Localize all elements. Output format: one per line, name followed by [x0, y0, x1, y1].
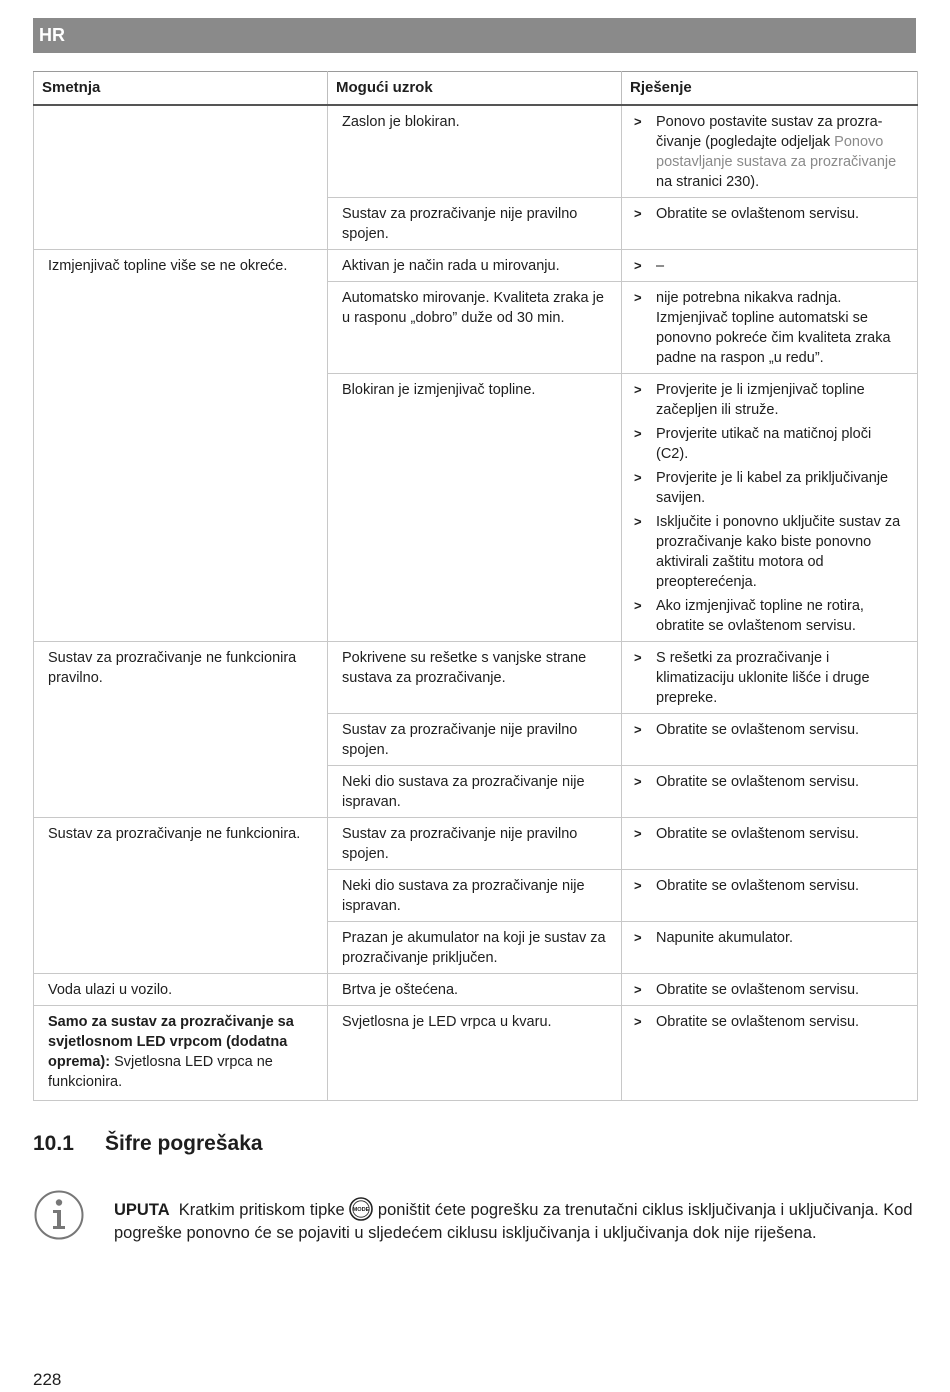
chevron-right-icon: >: [634, 650, 642, 665]
solution-cell: [622, 282, 918, 374]
solution-item: > Ako izmjenjivač topline ne rotira, obratite se ovlaštenom servisu.: [634, 598, 864, 634]
header-cause: Mogući uzrok: [328, 72, 622, 106]
chevron-right-icon: >: [634, 1014, 642, 1029]
cause-cell: Sustav za prozračivanje nije pravilno spojen.: [328, 818, 622, 870]
solution-cell: [622, 818, 918, 870]
language-header: [33, 18, 916, 53]
cause-cell: Automatsko mirovanje. Kvaliteta zraka je u rasponu „dobro” duže od 30 min.: [328, 282, 622, 374]
solution-cell: [622, 1006, 918, 1101]
note-text-before: Kratkim pritiskom tipke: [178, 1201, 345, 1219]
chevron-right-icon: >: [634, 470, 642, 485]
fault-cell: Voda ulazi u vozilo.: [34, 974, 328, 1006]
cause-cell: Blokiran je izmjenjivač topline.: [328, 374, 622, 642]
chevron-right-icon: >: [634, 982, 642, 997]
solution-item: > Napunite akumulator.: [634, 930, 794, 946]
cause-cell: Prazan je akumulator na koji je sustav za prozračivanje priključen.: [328, 922, 622, 974]
solution-item: > Obratite se ovlaštenom servisu.: [634, 1014, 860, 1030]
header-fault: Smetnja: [34, 72, 328, 106]
page-number: 228: [33, 1370, 62, 1389]
solution-item: > Obratite se ovlaštenom servisu.: [634, 206, 860, 222]
section-title: Šifre pogrešaka: [105, 1132, 263, 1155]
table-row: [34, 818, 918, 870]
solution-cell: [622, 105, 918, 198]
solution-cell: [622, 198, 918, 250]
solution-item: > Obratite se ovlaštenom servisu.: [634, 826, 860, 842]
header-solution: Rješenje: [622, 72, 918, 106]
solution-cell: [622, 974, 918, 1006]
cause-cell: Neki dio sustava za prozračivanje nije ispravan.: [328, 766, 622, 818]
fault-cell: Izmjenjivač topline više se ne okreće.: [34, 250, 328, 642]
solution-item: > nije potrebna nikakva radnja. Izmjenjivač topline automatski se ponovno pokreće čim kvaliteta zraka padne na raspon „u redu”.: [634, 290, 891, 366]
info-icon: [34, 1190, 84, 1240]
language-code: HR: [39, 25, 65, 45]
fault-bold-text: Samo za sustav za prozračivanje sa svjetlosnom LED vrpcom (dodatna oprema):: [48, 1014, 294, 1070]
solution-cell: [622, 642, 918, 714]
cause-cell: Pokrivene su rešetke s vanjske strane sustava za prozračivanje.: [328, 642, 622, 714]
chevron-right-icon: >: [634, 598, 642, 613]
fault-cell: Sustav za prozračivanje ne funkcionira pravilno.: [34, 642, 328, 818]
solution-cell: [622, 714, 918, 766]
chevron-right-icon: >: [634, 722, 642, 737]
chevron-right-icon: >: [634, 514, 642, 529]
note-text: [114, 1197, 914, 1245]
chevron-right-icon: >: [634, 878, 642, 893]
solution-item: > –: [634, 258, 665, 274]
chevron-right-icon: >: [634, 258, 642, 273]
chevron-right-icon: >: [634, 426, 642, 441]
solution-item: > Obratite se ovlaštenom servisu.: [634, 982, 860, 998]
solution-cell: [622, 374, 918, 642]
solution-cell: [622, 870, 918, 922]
chevron-right-icon: >: [634, 206, 642, 221]
note-text-after: poništit ćete pogrešku za trenutačni ciklus isključivanja i uključivanja. Kod pogreške ponovno će se pojaviti u sljedećem ciklusu isključivanja i uključivanja dok nije riješena.: [114, 1201, 913, 1242]
solution-cell: [622, 250, 918, 282]
solution-item: > Provjerite utikač na matičnoj ploči (C2).: [634, 426, 872, 462]
table-row: [34, 974, 918, 1006]
chevron-right-icon: >: [634, 774, 642, 789]
chevron-right-icon: >: [634, 382, 642, 397]
cause-cell: Aktivan je način rada u mirovanju.: [328, 250, 622, 282]
solution-cell: [622, 922, 918, 974]
table-row: [34, 250, 918, 282]
chevron-right-icon: >: [634, 826, 642, 841]
chevron-right-icon: >: [634, 114, 642, 129]
solution-item: > S rešetki za prozračivanje i klimatizaciju uklonite lišće i druge prepreke.: [634, 650, 870, 706]
solution-item: [634, 112, 907, 192]
cause-cell: Neki dio sustava za prozračivanje nije ispravan.: [328, 870, 622, 922]
section-number: 10.1: [33, 1132, 74, 1155]
solution-item: > Isključite i ponovno uključite sustav za prozračivanje kako biste ponovno aktivirali zaštitu motora od preopterećenja.: [634, 514, 901, 590]
solution-item: > Provjerite je li izmjenjivač topline začepljen ili struže.: [634, 382, 865, 418]
solution-item: > Obratite se ovlaštenom servisu.: [634, 774, 860, 790]
section-heading: [33, 1130, 263, 1158]
svg-text:MODE: MODE: [352, 1207, 370, 1214]
fault-text: Svjetlosna LED vrpca ne funkcionira.: [48, 1054, 273, 1090]
cause-cell: Sustav za prozračivanje nije pravilno spojen.: [328, 198, 622, 250]
cause-cell: Svjetlosna je LED vrpca u kvaru.: [328, 1006, 622, 1101]
cause-cell: Brtva je oštećena.: [328, 974, 622, 1006]
solution-item: > Provjerite je li kabel za priključivanje savijen.: [634, 470, 889, 506]
solution-cell: [622, 766, 918, 818]
troubleshooting-table: [33, 71, 918, 1101]
table-row: [34, 105, 918, 198]
solution-item: > Obratite se ovlaštenom servisu.: [634, 878, 860, 894]
section-reference-link[interactable]: Ponovo postavljanje sustava za prozračivanje: [656, 134, 897, 170]
table-row: [34, 1006, 918, 1101]
cause-cell: Zaslon je blokiran.: [328, 105, 622, 198]
chevron-right-icon: >: [634, 930, 642, 945]
fault-cell: Sustav za prozračivanje ne funkcionira.: [34, 818, 328, 974]
solution-text: Ponovo postavite sustav za prozračivanje (pogledajte odjeljak Ponovo postavljanje sustava za prozračivanje na stranici 230).: [656, 114, 897, 190]
mode-button-icon: [349, 1197, 373, 1221]
fault-cell: [34, 105, 328, 250]
table-header-row: [34, 72, 918, 106]
table-row: [34, 642, 918, 714]
chevron-right-icon: >: [634, 290, 642, 305]
fault-cell: [34, 1006, 328, 1101]
solution-item: > Obratite se ovlaštenom servisu.: [634, 722, 860, 738]
cause-cell: Sustav za prozračivanje nije pravilno spojen.: [328, 714, 622, 766]
note-label: UPUTA: [114, 1201, 170, 1219]
